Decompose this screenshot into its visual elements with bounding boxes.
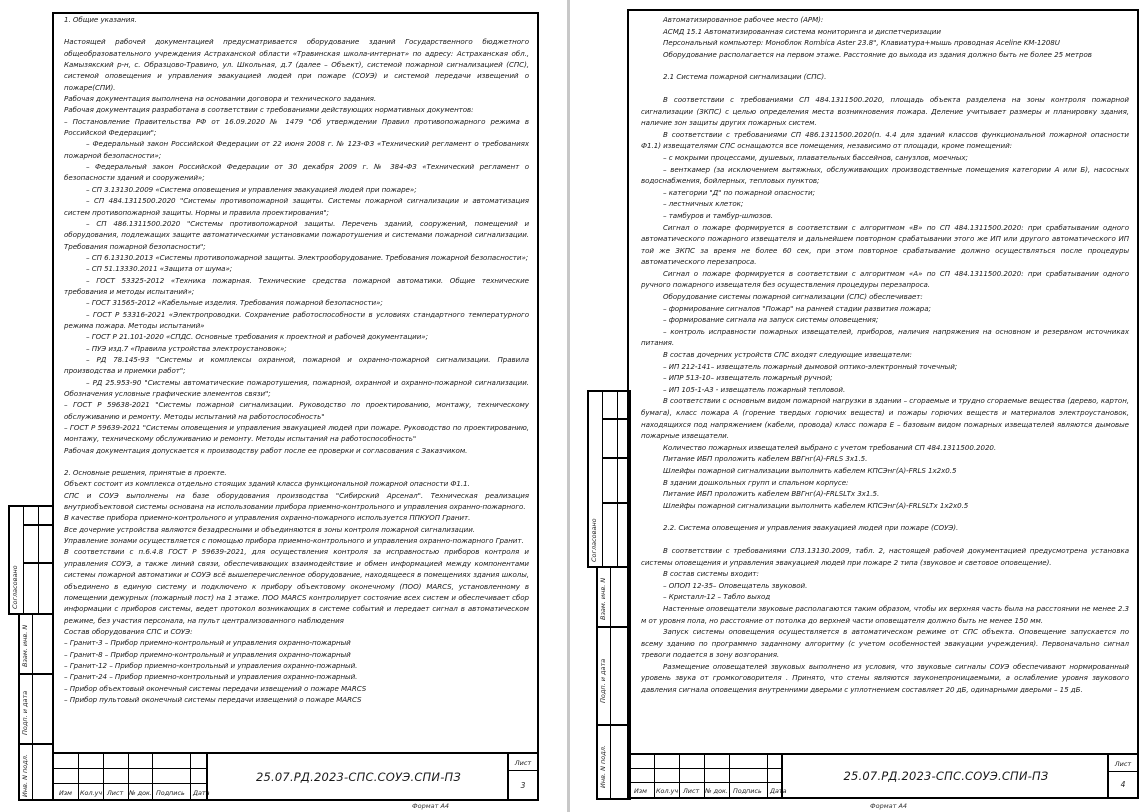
sign-date-label: Подп. и дата	[599, 658, 607, 703]
paragraph: – Кристалл-12 – Табло выход	[663, 592, 771, 602]
col-signature: Подпись	[156, 789, 185, 797]
paragraph: СПС и СОУЭ выполнены на базе оборудования производства "Сибирский Арсенал". Техническая реализация внутриобъектовой системы основана на использовании прибора приемно-контрольного и управления охранно-пожарного.	[64, 490, 529, 512]
document-page-4	[570, 0, 1142, 812]
inv-orig-label: Инв. N подл.	[599, 745, 607, 788]
paragraph: Настоящей рабочей документацией предусматривается оборудование зданий Государственного бюджетного общеобразовательного учреждения Астраханской области «Травинская школа-интернат» по адресу: Астраханская обл., Камызякский р-н, с. Образцово-Травино, ул. Школьная, д.7 (далее – Объект), системой пожарной сигнализацией (СПС), системой оповещения и управления эвакуацией людей при пожаре (СОУЭ) и системой передачи извещений о пожаре(СПИ).	[64, 37, 529, 92]
paragraph: 2. Основные решения, принятые в проекте.	[64, 468, 227, 478]
paragraph: Персональный компьютер: Моноблок Rombica Aster 23.8", Клавиатура+мышь проводная Aceline KM-1208U	[663, 38, 1060, 48]
col-change: Изм	[634, 787, 647, 795]
paragraph: Запуск системы оповещения осуществляется в автоматическом режиме от СПС объекта. Оповещение запускается по всему зданию по программно заданному алгоритму (с учетом особенностей эвакуации учреждения). Первоначально сигнал тревоги подается в зону возгорания.	[641, 627, 1129, 660]
sign-date-box	[18, 673, 54, 745]
paragraph: Состав оборудования СПС и СОУЭ:	[64, 626, 193, 636]
paragraph: АСМД 15.1 Автоматизированная система мониторинга и диспетчеризации	[663, 26, 941, 36]
paragraph: Размещение оповещателей звуковых выполнено из условия, что звуковые сигналы СОУЭ обеспечивают нормированный уровень звука от громкоговорителя . Принято, что стены являются звуконепроницаемыми, а ослабление уровня звукового давления сигнала оповещения внутренними дверьми с уплотнением составляет 20 дБ, одинарными дверьми – 15 дБ.	[641, 661, 1129, 695]
paragraph: – Постановление Правительства РФ от 16.09.2020 № 1479 "Об утверждении Правил противопожарного режима в Российской Федерации";	[64, 116, 529, 138]
document-code: 25.07.РД.2023-СПС.СОУЭ.СПИ-ПЗ	[781, 755, 1109, 797]
col-qty: Кол.уч	[80, 789, 103, 797]
paragraph: – РД 78.145-93 "Системы и комплексы охранной, пожарной и охранно-пожарной сигнализации. Правила производства и приемки работ";	[64, 354, 529, 376]
paragraph: – ГОСТ Р 21.101-2020 «СПДС. Основные требования к проектной и рабочей документации»;	[86, 332, 428, 342]
inv-replace-box	[596, 566, 631, 628]
paragraph: – РД 25.953-90 "Системы автоматические пожаротушения, пожарной, охранной и охранно-пожарной сигнализации. Обозначения условные графические элементов связи";	[64, 377, 529, 398]
paragraph: – ГОСТ Р 53316-2021 «Электропроводки. Сохранение работоспособности в условиях стандартного температурного режима пожара. Методы испытаний»	[64, 309, 529, 330]
document-body	[64, 14, 529, 705]
paragraph: – ПУЭ изд.7 «Правила устройства электроустановок»;	[86, 343, 287, 353]
agreed-label: Согласовано	[11, 565, 19, 609]
inv-orig-label: Инв. N подл.	[21, 754, 29, 797]
col-sheet: Лист	[107, 789, 124, 797]
paragraph: В качестве прибора приемно-контрольного и управления охранно-пожарного используется ППКУОП Гранит.	[64, 513, 471, 523]
agreed-stamp	[587, 390, 631, 568]
paragraph: 2.1 Система пожарной сигнализации (СПС).	[663, 72, 827, 82]
paragraph: – ИП 105-1-А3 - извещатель пожарный тепловой.	[663, 384, 846, 394]
paragraph: – СП 486.1311500.2020 "Системы противопожарной защиты. Перечень зданий, сооружений, помещений и оборудования, подлежащих защите автоматическими установками пожаротушения и системами пожарной сигнализации. Требования пожарной безопасности";	[64, 218, 529, 251]
paragraph: Автоматизированное рабочее место (АРМ):	[663, 15, 824, 24]
paragraph: В соответствии с п.6.4.8 ГОСТ Р 59639-2021, для осуществления контроля за исправностью приборов контроля и управления СОУЭ, а также линий связи, обеспечивающих взаимодействие и обмен информацией между компонентами системы пожарной автоматики и СОУЭ всё вышеперечисленное оборудование, находящееся в помещениях здания школы, объединено в единую систему и подключено к прибору объектовому оконечному (ПОО) MARCS, установленному в помещении дежурных (пожарный пост) на 1 этаже. ПОО MARCS контролирует состояние всех систем и обеспечивает сбор информации с приборов системы, ведет протокол возникающих в системе событий и передает сигнал в автоматическом режиме, без участия персонала, на пульт централизованного наблюдения	[64, 547, 529, 625]
paragraph: – лестничных клеток;	[663, 199, 744, 209]
sign-date-box	[596, 626, 631, 726]
paragraph: В соответствии с требованиями СП3.13130.2009, табл. 2, настоящей рабочей документацией предусмотрена установка системы оповещения и управления эвакуацией людей при пожаре 2 типа (звуковое и световое оповещение).	[641, 545, 1129, 567]
inv-replace-label: Взам. инв. N	[599, 577, 607, 620]
paragraph: В соответствии с требованиями СП 486.1311500.2020(п. 4.4 для зданий классов функциональной пожарной опасности Ф1.1) извещателями СПС оснащаются все помещения, независимо от площади, кроме помещений:	[641, 129, 1129, 151]
revision-grid	[629, 755, 787, 797]
paragraph: Сигнал о пожаре формируется в соответствии с алгоритмом «В» по СП 484.1311500.2020: при срабатывании одного автоматического пожарного извещателя и дальнейшем повторном срабатывании этого же ИП или другого автоматического ИП той же ЗКПС за время не более 60 сек, при этом повторное срабатывание должно осуществляться после процедуры автоматического перезапроса.	[641, 222, 1129, 267]
title-block	[629, 753, 1137, 797]
paragraph: – Прибор объектовый оконечный системы передачи извещений о пожаре MARCS	[64, 683, 367, 693]
paragraph: 1. Общие указания.	[64, 15, 137, 24]
paragraph: В здании дошкольных групп и спальном корпусе:	[663, 477, 849, 487]
paragraph: – ГОСТ 31565-2012 «Кабельные изделия. Требования пожарной безопасности»;	[86, 298, 383, 308]
paragraph: – СП 6.13130.2013 «Системы противопожарной защиты. Электрооборудование. Требования пожарной безопасности»;	[86, 252, 529, 262]
document-body	[641, 14, 1129, 696]
paragraph: – ИПР 513-10– извещатель пожарный ручной;	[663, 373, 833, 383]
sheet-label: Лист	[1109, 757, 1137, 772]
paragraph: 2.2. Система оповещения и управления эвакуацией людей при пожаре (СОУЭ).	[663, 523, 959, 533]
paragraph: Оборудование располагается на первом этаже. Расстояние до выхода из здания должно быть не более 25 метров	[663, 49, 1092, 59]
paragraph: Сигнал о пожаре формируется в соответствии с алгоритмом «А» по СП 484.1311500.2020: при срабатывании одного ручного пожарного извещателя без осуществления процедуры перезапроса.	[641, 268, 1129, 290]
inv-orig-box	[18, 743, 54, 801]
paragraph: Рабочая документация разработана в соответствии с требованиями действующих нормативных документов:	[64, 105, 474, 115]
format-label: Формат А4	[412, 802, 450, 810]
paragraph: – Гранит-3 – Прибор приемно-контрольный и управления охранно-пожарный	[64, 638, 351, 648]
paragraph: В соответствии с требованиями СП 484.1311500.2020, площадь объекта разделена на зоны контроля пожарной сигнализации (ЗКПС) с целью определения места возникновения пожара. Деление учитывает размеры и планировку здания, наличие зон защиты других пожарных систем.	[641, 94, 1129, 128]
sheet-box	[507, 754, 537, 799]
paragraph: Шлейфы пожарной сигнализации выполнить кабелем КПСЭнг(А)-FRLSLTx 1х2х0.5	[663, 500, 969, 510]
paragraph: – Федеральный закон Российской Федерации от 30 декабря 2009 г. № 384-ФЗ «Технический регламент о безопасности зданий и сооружений»;	[64, 162, 529, 183]
paragraph: – Гранит-12 – Прибор приемно-контрольный и управления охранно-пожарный.	[64, 660, 358, 670]
col-date: Дата	[770, 787, 787, 795]
agreed-label: Согласовано	[590, 518, 598, 562]
paragraph: Управление зонами осуществляется с помощью прибора приемно-контрольного и управления охранно-пожарного Гранит.	[64, 536, 524, 546]
col-sheet: Лист	[683, 787, 700, 795]
paragraph: – ГОСТ Р 59638-2021 "Системы пожарной сигнализации. Руководство по проектированию, монтажу, техническому обслуживанию и ремонту. Методы испытаний на работоспособность"	[64, 400, 529, 421]
paragraph: В состав дочерних устройств СПС входят следующие извещатели:	[663, 350, 912, 360]
paragraph: – СП 484.1311500.2020 "Системы противопожарной защиты. Системы пожарной сигнализации и автоматизация систем противопожарной защиты. Нормы и правила проектирования";	[64, 196, 529, 217]
paragraph: – ИП 212-141– извещатель пожарный дымовой оптико-электронный точечный;	[663, 361, 958, 371]
page-frame	[627, 9, 1139, 799]
paragraph: – ГОСТ 53325-2012 «Техника пожарная. Технические средства пожарной автоматики. Общие технические требования и методы испытаний»;	[64, 275, 529, 296]
inv-replace-label: Взам. инв. N	[21, 624, 29, 667]
inv-replace-box	[18, 613, 54, 675]
revision-grid	[54, 754, 210, 799]
agreed-stamp	[8, 505, 54, 615]
title-block	[54, 752, 537, 799]
paragraph: Количество пожарных извещателей выбрано с учетом требований СП 484.1311500.2020.	[663, 442, 997, 452]
paragraph: Объект состоит из комплекса отдельно стоящих зданий класса функциональной пожарной опасности Ф1.1.	[64, 479, 470, 489]
sign-date-label: Подп. и дата	[21, 690, 29, 735]
col-date: Дата	[193, 789, 210, 797]
paragraph: – формирование сигнала на запуск системы оповещения;	[663, 315, 879, 325]
col-docnum: № док.	[705, 787, 728, 795]
paragraph: – с мокрыми процессами, душевых, плавательных бассейнов, санузлов, моечных;	[663, 152, 968, 162]
document-page-3	[0, 0, 567, 812]
paragraph: Все дочерние устройства являются безадресными и объединяются в зоны контроля пожарной сигнализации.	[64, 524, 475, 534]
paragraph: – венткамер (за исключением вытяжных, обслуживающих производственные помещения категории А или Б), насосных водоснабжения, бойлерных, тепловых пунктов;	[641, 164, 1129, 186]
paragraph: Оборудование системы пожарной сигнализации (СПС) обеспечивает:	[663, 292, 923, 302]
sheet-box	[1107, 755, 1137, 797]
document-code: 25.07.РД.2023-СПС.СОУЭ.СПИ-ПЗ	[206, 754, 509, 799]
paragraph: Питание ИБП проложить кабелем ВВГнг(А)-FRLS 3х1.5.	[663, 454, 868, 464]
paragraph: Настенные оповещатели звуковые располагаются таким образом, чтобы их верхняя часть была на расстоянии не менее 2.3 м от уровня пола, но расстояние от потолка до верхней части оповещателя должно быть не менее 150 мм.	[641, 603, 1129, 625]
sheet-label: Лист	[509, 756, 537, 771]
col-change: Изм	[59, 789, 72, 797]
sheet-number: 4	[1120, 780, 1126, 789]
paragraph: – Федеральный закон Российской Федерации от 22 июня 2008 г. № 123-ФЗ «Технический регламент о требованиях пожарной безопасности»;	[64, 139, 529, 160]
paragraph: В соответствии с основным видом пожарной нагрузки в здании – сгораемые и трудно сгораемые вещества (дерево, картон, бумага), класс пожара А (горение твердых горючих веществ) и пожары горючих веществ и материалов электроустановок, находящихся под напряжением (кабели, провода) класс пожара Е – базовым видом пожарных извещателей являются дымовые пожарные извещатели.	[641, 396, 1129, 441]
page-frame	[52, 12, 539, 801]
paragraph: Рабочая документация выполнена на основании договора и технического задания.	[64, 94, 377, 104]
paragraph: – Гранит-8 – Прибор приемно-контрольный и управления охранно-пожарный	[64, 649, 351, 659]
paragraph: В состав системы входит:	[663, 569, 759, 579]
col-qty: Кол.уч	[656, 787, 679, 795]
paragraph: Рабочая документация допускается к производству работ после ее проверки и согласования с Заказчиком.	[64, 445, 468, 455]
paragraph: – ОПОП 12-35– Оповещатель звуковой.	[663, 580, 808, 590]
paragraph: – тамбуров и тамбур-шлюзов.	[663, 210, 774, 220]
paragraph: – СП 51.13330.2011 «Защита от шума»;	[86, 264, 233, 274]
inv-orig-box	[596, 724, 631, 800]
paragraph: Питание ИБП проложить кабелем ВВГнг(А)-FRLSLTx 3х1.5.	[663, 489, 880, 499]
paragraph: – категории "Д" по пожарной опасности;	[663, 187, 815, 197]
format-label: Формат А4	[870, 802, 908, 810]
paragraph: – ГОСТ Р 59639-2021 "Системы оповещения и управления эвакуацией людей при пожаре. Руководство по проектированию, монтажу, техническому обслуживанию и ремонту. Методы испытаний на работоспособность"	[64, 423, 529, 444]
paragraph: – Гранит-24 – Прибор приемно-контрольный и управления охранно-пожарный.	[64, 672, 358, 682]
paragraph: – контроль исправности пожарных извещателей, приборов, наличия напряжения на основном и резервном источниках питания.	[641, 326, 1129, 348]
col-signature: Подпись	[733, 787, 762, 795]
paragraph: Шлейфы пожарной сигнализации выполнить кабелем КПСЭнг(А)-FRLS 1х2х0.5	[663, 465, 957, 475]
paragraph: – СП 3.13130.2009 «Система оповещения и управления эвакуацией людей при пожаре»;	[86, 184, 417, 194]
paragraph: – формирование сигналов "Пожар" на ранней стадии развития пожара;	[663, 303, 931, 313]
sheet-number: 3	[520, 780, 526, 790]
paragraph: – Прибор пультовый оконечный системы передачи извещений о пожаре MARCS	[64, 694, 362, 704]
col-docnum: № док.	[129, 789, 152, 797]
